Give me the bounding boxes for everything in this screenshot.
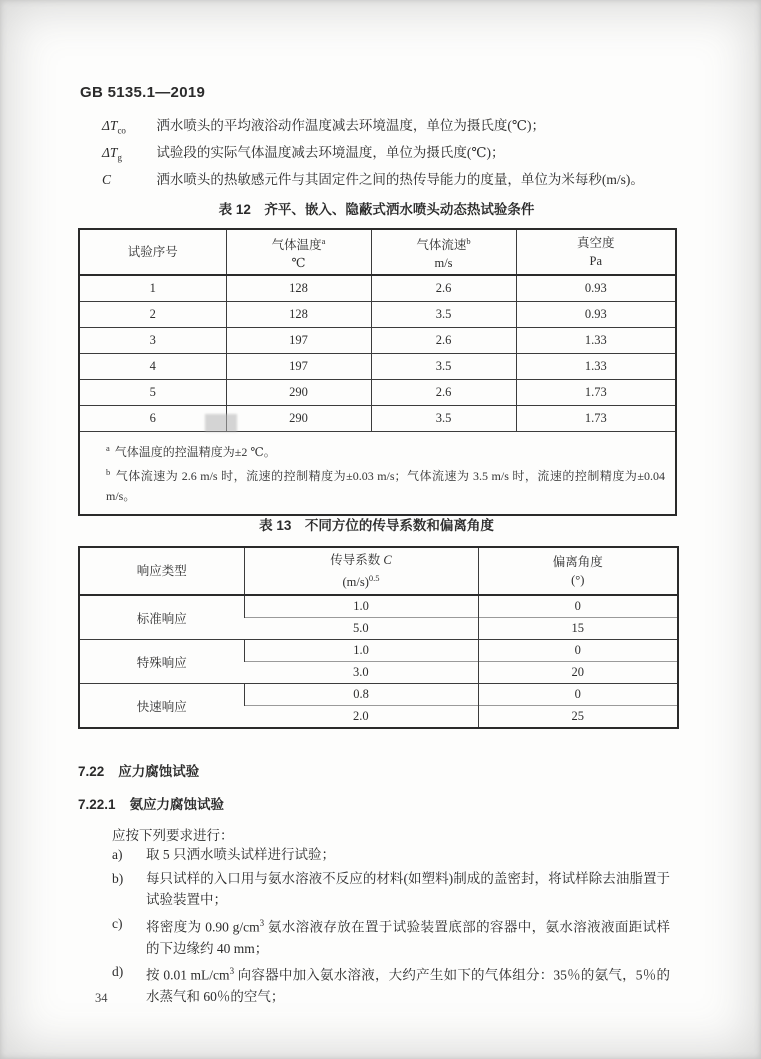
table-cell: 5.0 (244, 618, 478, 640)
symbol: $\Delta T_{co}$ (102, 118, 126, 136)
requirements-intro: 应按下列要求进行： (112, 828, 234, 843)
col-header-response-type: 响应类型 (79, 547, 244, 595)
table-cell: 0.93 (516, 302, 676, 328)
table-row (79, 684, 678, 706)
table-row (79, 640, 678, 662)
page-number: 34 (95, 991, 108, 1005)
table-cell: 25 (478, 706, 678, 729)
definition-delta-t-g (102, 139, 672, 166)
symbol-definitions (102, 112, 672, 193)
scan-artifact (205, 414, 237, 432)
response-type-cell: 特殊响应 (79, 640, 244, 684)
table-cell: 15 (478, 618, 678, 640)
table-cell: 3 (79, 328, 226, 354)
table-cell: 0 (478, 595, 678, 618)
table-cell: 0 (478, 640, 678, 662)
table-cell: 1.33 (516, 354, 676, 380)
col-header-conductivity: 传导系数 C $(m/s)^{0.5}$ (244, 547, 478, 595)
table-cell: 2.0 (244, 706, 478, 729)
table-cell: 290 (226, 380, 371, 406)
section-heading-7-22 (78, 760, 199, 780)
table-cell: 3.5 (371, 302, 516, 328)
table-cell: 290 (226, 406, 371, 432)
footnote-a: $^a$ 气体温度的控温精度为±2 ℃。 (106, 443, 276, 459)
table-footnotes-row (79, 432, 676, 516)
list-item-c: c) 将密度为 0.90 $g/cm^3$ 氨水溶液存放在置于试验装置底部的容器中，氨水溶液液面距试样的下边缘约 40 mm； (112, 915, 670, 956)
table-cell: 128 (226, 302, 371, 328)
table-row (79, 302, 676, 328)
table-cell: 20 (478, 662, 678, 684)
table-cell: 2.6 (371, 380, 516, 406)
table-cell: 1.33 (516, 328, 676, 354)
table-cell: 5 (79, 380, 226, 406)
list-item-d: d) 按 0.01 $mL/cm^3$ 向容器中加入氨水溶液，大约产生如下的气体组分：35％的氨气，5％的水蒸气和 60％的空气； (112, 964, 671, 1004)
table-13-header-row (79, 547, 678, 595)
table-cell: 6 (79, 406, 226, 432)
list-item-b: b) 每只试样的入口用与氨水溶液不反应的材料(如塑料)制成的盖密封，将试样除去油脂置于试验装置中； (112, 870, 670, 907)
table-cell: 2 (79, 302, 226, 328)
table-13-title: 表 13 不同方位的传导系数和偏离角度 (259, 518, 494, 533)
requirements-list (112, 844, 670, 1010)
table-cell: 197 (226, 328, 371, 354)
table-cell: 1.0 (244, 640, 478, 662)
symbol: C (102, 172, 112, 187)
table-footnotes-cell (79, 432, 676, 516)
table-cell: 1.73 (516, 380, 676, 406)
table-cell: 1 (79, 275, 226, 302)
response-type-cell: 标准响应 (136, 611, 187, 626)
col-header-deviation-angle: 偏离角度 (°) (478, 547, 678, 595)
table-row (79, 354, 676, 380)
table-cell: 3.5 (371, 354, 516, 380)
col-header-gas-temperature: 气体温度$^a$ ℃ (226, 229, 371, 275)
response-type-cell: 快速响应 (79, 684, 244, 729)
standard-number: GB 5135.1—2019 (80, 84, 206, 101)
section-heading-7-22-1 (78, 793, 224, 813)
definition-c (102, 166, 672, 193)
definition-text: 试验段的实际气体温度减去环境温度，单位为摄氏度(℃)； (156, 145, 505, 160)
table-12-header-row (79, 229, 676, 275)
table-row (79, 275, 676, 302)
definition-text: 洒水喷头的热敏感元件与其固定件之间的热传导能力的度量，单位为米每秒(m/s)。 (156, 172, 644, 187)
table-cell: 0 (478, 684, 678, 706)
section-number: 7.22 (78, 764, 105, 779)
table-cell: 3.5 (371, 406, 516, 432)
section-title: 氨应力腐蚀试验 (129, 797, 225, 812)
definition-delta-t-co (102, 112, 672, 139)
section-title: 应力腐蚀试验 (118, 764, 200, 779)
table-cell: 128 (226, 275, 371, 302)
table-cell: 1.73 (516, 406, 676, 432)
table-12-title: 表 12 齐平、嵌入、隐蔽式洒水喷头动态热试验条件 (218, 202, 535, 217)
table-row (79, 328, 676, 354)
definition-text: 洒水喷头的平均液浴动作温度减去环境温度，单位为摄氏度(℃)； (156, 118, 545, 133)
table-cell: 3.0 (244, 662, 478, 684)
col-header-vacuum: 真空度 Pa (516, 229, 676, 275)
table-row (79, 406, 676, 432)
table-cell: 2.6 (371, 328, 516, 354)
section-number: 7.22.1 (78, 797, 116, 812)
table-row (79, 380, 676, 406)
table-13 (78, 546, 679, 729)
col-header-test-number: 试验序号 (79, 229, 226, 275)
table-cell: 0.93 (516, 275, 676, 302)
col-header-gas-velocity: 气体流速$^b$ m/s (371, 229, 516, 275)
table-12 (78, 228, 677, 516)
symbol: $\Delta T_g$ (102, 145, 122, 163)
table-cell: 4 (79, 354, 226, 380)
table-cell: 1.0 (244, 595, 478, 618)
list-item-a: a) 取 5 只洒水喷头试样进行试验； (112, 847, 335, 862)
table-cell: 2.6 (371, 275, 516, 302)
table-cell: 197 (226, 354, 371, 380)
footnote-b: $^b$ 气体流速为 2.6 m/s 时，流速的控制精度为±0.03 m/s；气体流速为 3.5 m/s 时，流速的控制精度为±0.04 m/s。 (106, 467, 665, 503)
table-row (79, 595, 678, 618)
table-cell: 0.8 (244, 684, 478, 706)
